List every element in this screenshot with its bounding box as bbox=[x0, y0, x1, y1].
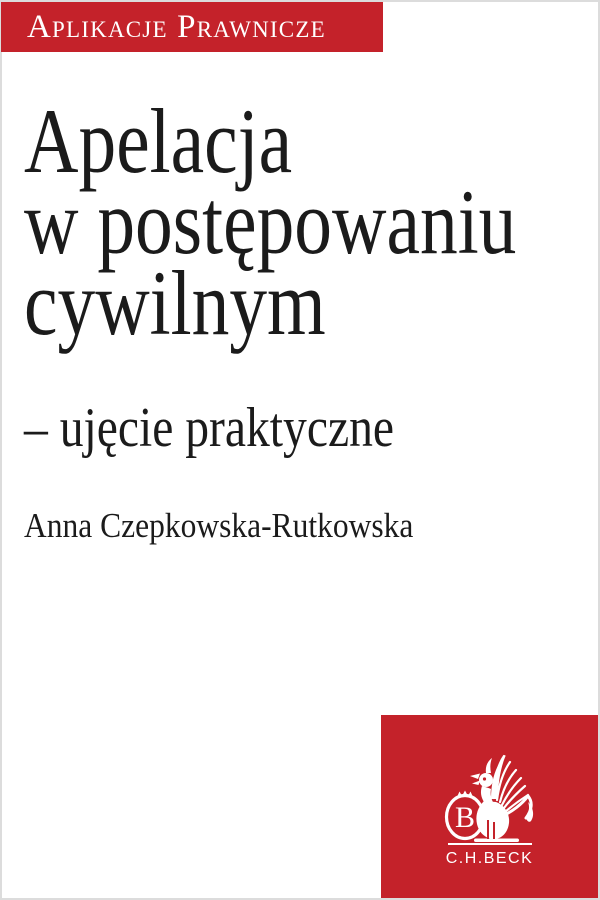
series-banner-label: Aplikacje Prawnicze bbox=[27, 9, 326, 45]
title-line-3: cywilnym bbox=[24, 252, 326, 354]
title-line-1: Apelacja bbox=[24, 90, 293, 192]
series-banner bbox=[1, 2, 383, 52]
title-line-2: w postępowaniu bbox=[24, 171, 517, 273]
publisher-block bbox=[381, 715, 598, 898]
publisher-name: C.H.BECK bbox=[445, 850, 534, 867]
author-name: Anna Czepkowska-Rutkowska bbox=[24, 506, 414, 545]
book-subtitle: – ujęcie praktyczne bbox=[24, 397, 395, 459]
beck-griffin-icon bbox=[444, 752, 536, 844]
publisher-divider bbox=[448, 843, 532, 845]
beck-monogram-letter: B bbox=[454, 801, 475, 834]
book-title bbox=[24, 90, 517, 354]
